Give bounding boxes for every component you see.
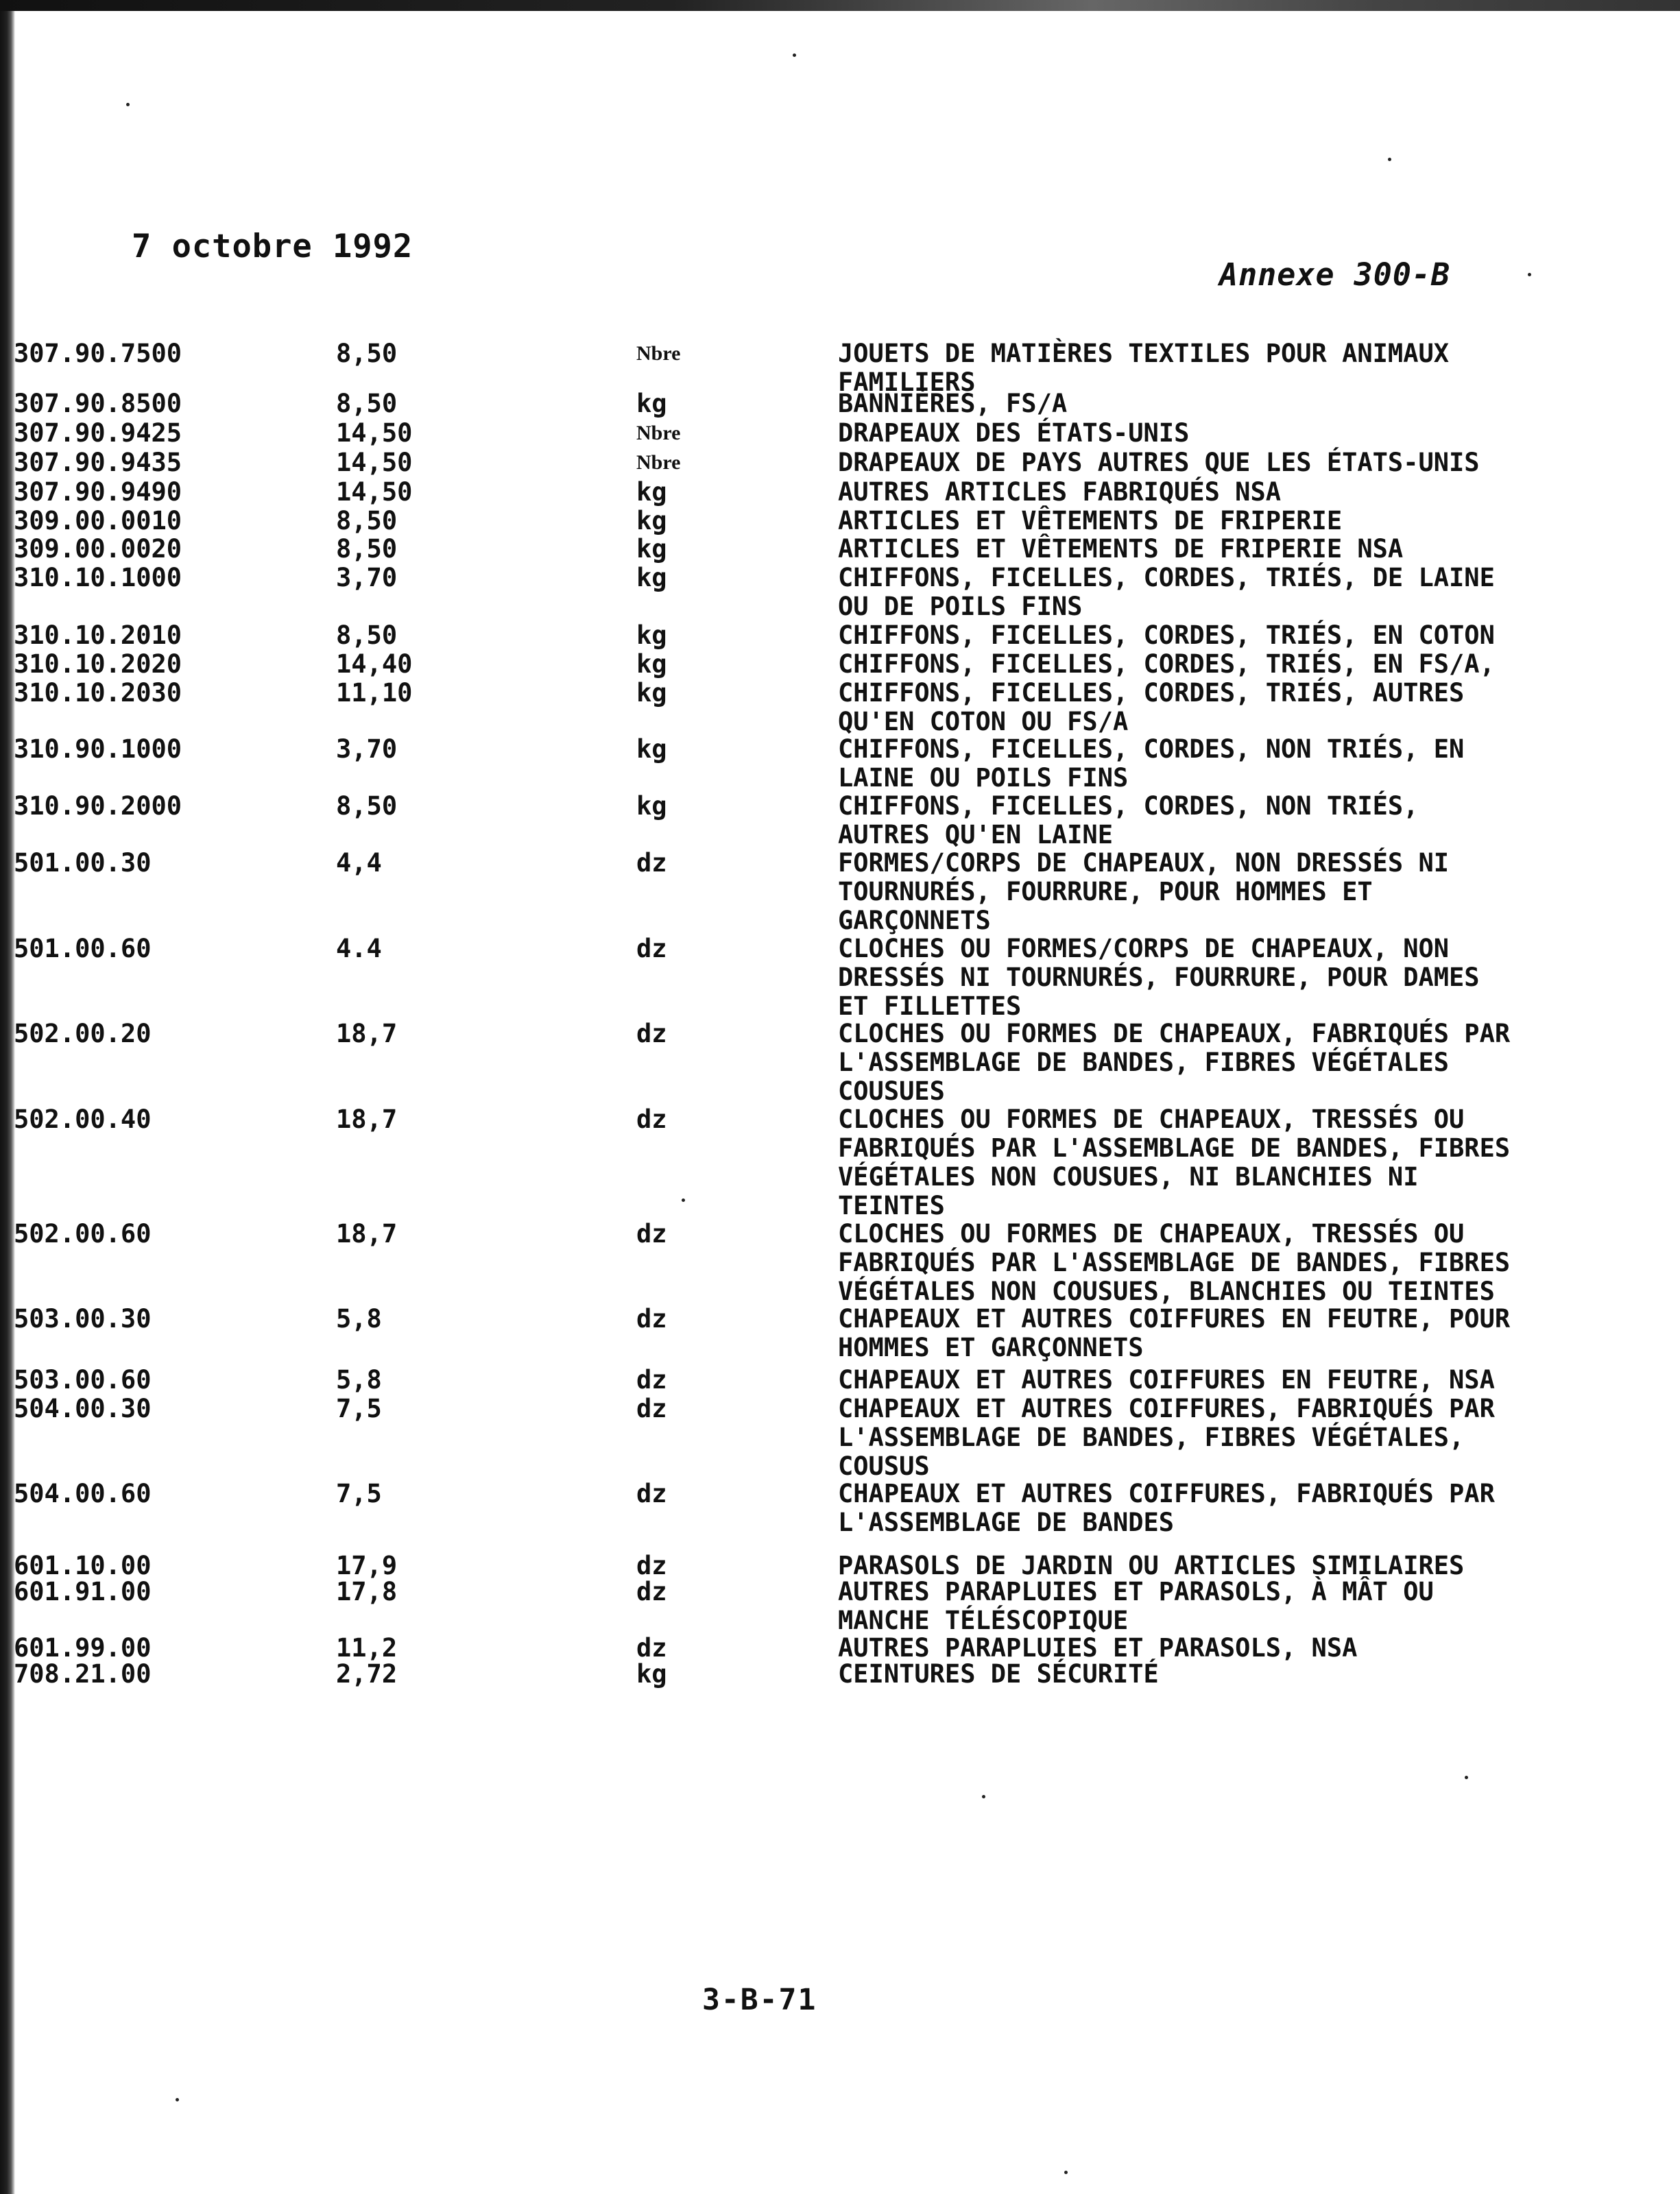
unit-of-measure: Nbre — [636, 422, 681, 444]
duty-rate: 17,8 — [336, 1577, 398, 1606]
document-date: 7 octobre 1992 — [132, 228, 413, 265]
tariff-code: 310.10.2010 — [14, 620, 182, 650]
tariff-code: 310.90.1000 — [14, 734, 182, 764]
goods-description: CHIFFONS, FICELLES, CORDES, NON TRIÉS, AUTRES QU'EN LAINE — [838, 791, 1419, 849]
unit-of-measure: kg — [636, 649, 667, 679]
duty-rate: 8,50 — [336, 791, 398, 821]
goods-description: CHAPEAUX ET AUTRES COIFFURES, FABRIQUÉS PAR L'ASSEMBLAGE DE BANDES, FIBRES VÉGÉTALES, COUSUS — [838, 1394, 1495, 1481]
unit-of-measure: dz — [636, 1479, 667, 1508]
goods-description: DRAPEAUX DES ÉTATS-UNIS — [838, 418, 1190, 448]
unit-of-measure: kg — [636, 534, 667, 564]
tariff-code: 601.10.00 — [14, 1551, 152, 1580]
unit-of-measure: Nbre — [636, 342, 681, 365]
goods-description: CHAPEAUX ET AUTRES COIFFURES EN FEUTRE, NSA — [838, 1365, 1495, 1395]
tariff-code: 503.00.30 — [14, 1304, 152, 1334]
duty-rate: 8,50 — [336, 506, 398, 535]
goods-description: CHIFFONS, FICELLES, CORDES, TRIÉS, AUTRES QU'EN COTON OU FS/A — [838, 678, 1465, 736]
scan-edge-left — [0, 0, 15, 2194]
tariff-code: 310.10.2020 — [14, 649, 182, 679]
goods-description: CLOCHES OU FORMES DE CHAPEAUX, TRESSÉS OU FABRIQUÉS PAR L'ASSEMBLAGE DE BANDES, FIBRES VÉGÉTALES NON COUSUES, BLANCHIES OU TEINTES — [838, 1219, 1511, 1306]
tariff-code: 307.90.7500 — [14, 339, 182, 368]
tariff-code: 307.90.9425 — [14, 418, 182, 448]
duty-rate: 7,5 — [336, 1479, 382, 1508]
goods-description: CLOCHES OU FORMES DE CHAPEAUX, TRESSÉS OU FABRIQUÉS PAR L'ASSEMBLAGE DE BANDES, FIBRES VÉGÉTALES NON COUSUES, NI BLANCHIES NI TEINTES — [838, 1105, 1511, 1220]
tariff-code: 307.90.9435 — [14, 448, 182, 477]
duty-rate: 14,50 — [336, 448, 413, 477]
tariff-code: 501.00.60 — [14, 934, 152, 963]
duty-rate: 18,7 — [336, 1219, 398, 1249]
goods-description: CHAPEAUX ET AUTRES COIFFURES EN FEUTRE, POUR HOMMES ET GARÇONNETS — [838, 1304, 1511, 1362]
duty-rate: 5,8 — [336, 1304, 382, 1334]
scan-speck — [1388, 158, 1391, 161]
duty-rate: 2,72 — [336, 1659, 398, 1689]
goods-description: ARTICLES ET VÊTEMENTS DE FRIPERIE NSA — [838, 534, 1404, 564]
unit-of-measure: dz — [636, 848, 667, 878]
duty-rate: 5,8 — [336, 1365, 382, 1395]
goods-description: AUTRES PARAPLUIES ET PARASOLS, À MÂT OU MANCHE TÉLÉSCOPIQUE — [838, 1577, 1434, 1635]
goods-description: CHIFFONS, FICELLES, CORDES, TRIÉS, DE LAINE OU DE POILS FINS — [838, 563, 1495, 621]
duty-rate: 18,7 — [336, 1105, 398, 1134]
duty-rate: 3,70 — [336, 734, 398, 764]
tariff-code: 310.90.2000 — [14, 791, 182, 821]
duty-rate: 8,50 — [336, 339, 398, 368]
scan-edge-top — [0, 0, 1680, 11]
unit-of-measure: kg — [636, 1659, 667, 1689]
duty-rate: 4.4 — [336, 934, 382, 963]
unit-of-measure: dz — [636, 1394, 667, 1423]
unit-of-measure: kg — [636, 477, 667, 507]
duty-rate: 14,40 — [336, 649, 413, 679]
unit-of-measure: dz — [636, 934, 667, 963]
goods-description: AUTRES ARTICLES FABRIQUÉS NSA — [838, 477, 1282, 507]
goods-description: DRAPEAUX DE PAYS AUTRES QUE LES ÉTATS-UNIS — [838, 448, 1480, 477]
goods-description: CHAPEAUX ET AUTRES COIFFURES, FABRIQUÉS PAR L'ASSEMBLAGE DE BANDES — [838, 1479, 1495, 1537]
scan-speck — [176, 2098, 179, 2101]
duty-rate: 3,70 — [336, 563, 398, 592]
annex-title: Annexe 300-B — [1219, 256, 1451, 293]
unit-of-measure: kg — [636, 791, 667, 821]
tariff-code: 502.00.60 — [14, 1219, 152, 1249]
goods-description: CHIFFONS, FICELLES, CORDES, TRIÉS, EN COTON — [838, 620, 1495, 650]
goods-description: ARTICLES ET VÊTEMENTS DE FRIPERIE — [838, 506, 1343, 535]
tariff-code: 310.10.2030 — [14, 678, 182, 708]
tariff-code: 708.21.00 — [14, 1659, 152, 1689]
goods-description: FORMES/CORPS DE CHAPEAUX, NON DRESSÉS NI TOURNURÉS, FOURRURE, POUR HOMMES ET GARÇONNETS — [838, 848, 1450, 935]
scan-speck — [126, 103, 130, 106]
goods-description: CEINTURES DE SÉCURITÉ — [838, 1659, 1159, 1689]
scan-speck — [793, 53, 796, 57]
goods-description: CHIFFONS, FICELLES, CORDES, NON TRIÉS, EN LAINE OU POILS FINS — [838, 734, 1465, 793]
page-number: 3-B-71 — [702, 1983, 817, 2017]
goods-description: CHIFFONS, FICELLES, CORDES, TRIÉS, EN FS/A, — [838, 649, 1495, 679]
tariff-code: 307.90.9490 — [14, 477, 182, 507]
tariff-code: 504.00.30 — [14, 1394, 152, 1423]
duty-rate: 11,10 — [336, 678, 413, 708]
unit-of-measure: dz — [636, 1304, 667, 1334]
unit-of-measure: dz — [636, 1551, 667, 1580]
goods-description: PARASOLS DE JARDIN OU ARTICLES SIMILAIRES — [838, 1551, 1465, 1580]
scan-speck — [1064, 2171, 1068, 2174]
unit-of-measure: dz — [636, 1105, 667, 1134]
duty-rate: 8,50 — [336, 620, 398, 650]
duty-rate: 11,2 — [336, 1633, 398, 1663]
goods-description: BANNIÈRES, FS/A — [838, 389, 1068, 418]
scan-speck — [682, 1198, 685, 1202]
goods-description: CLOCHES OU FORMES/CORPS DE CHAPEAUX, NON DRESSÉS NI TOURNURÉS, FOURRURE, POUR DAMES ET FILLETTES — [838, 934, 1480, 1021]
duty-rate: 14,50 — [336, 477, 413, 507]
tariff-code: 309.00.0010 — [14, 506, 182, 535]
tariff-code: 307.90.8500 — [14, 389, 182, 418]
tariff-code: 503.00.60 — [14, 1365, 152, 1395]
duty-rate: 8,50 — [336, 534, 398, 564]
unit-of-measure: kg — [636, 678, 667, 708]
unit-of-measure: dz — [636, 1219, 667, 1249]
scan-speck — [982, 1795, 985, 1798]
unit-of-measure: kg — [636, 620, 667, 650]
goods-description: CLOCHES OU FORMES DE CHAPEAUX, FABRIQUÉS PAR L'ASSEMBLAGE DE BANDES, FIBRES VÉGÉTALES COUSUES — [838, 1019, 1511, 1106]
tariff-code: 501.00.30 — [14, 848, 152, 878]
tariff-code: 309.00.0020 — [14, 534, 182, 564]
unit-of-measure: dz — [636, 1019, 667, 1048]
goods-description: AUTRES PARAPLUIES ET PARASOLS, NSA — [838, 1633, 1358, 1663]
goods-description: JOUETS DE MATIÈRES TEXTILES POUR ANIMAUX FAMILIERS — [838, 339, 1450, 397]
duty-rate: 17,9 — [336, 1551, 398, 1580]
tariff-code: 502.00.40 — [14, 1105, 152, 1134]
duty-rate: 8,50 — [336, 389, 398, 418]
unit-of-measure: kg — [636, 734, 667, 764]
duty-rate: 4,4 — [336, 848, 382, 878]
unit-of-measure: Nbre — [636, 451, 681, 474]
unit-of-measure: kg — [636, 563, 667, 592]
scan-speck — [1465, 1776, 1468, 1779]
unit-of-measure: dz — [636, 1633, 667, 1663]
tariff-code: 502.00.20 — [14, 1019, 152, 1048]
duty-rate: 14,50 — [336, 418, 413, 448]
unit-of-measure: kg — [636, 506, 667, 535]
tariff-code: 601.91.00 — [14, 1577, 152, 1606]
unit-of-measure: dz — [636, 1365, 667, 1395]
unit-of-measure: kg — [636, 389, 667, 418]
duty-rate: 18,7 — [336, 1019, 398, 1048]
scan-speck — [1528, 273, 1531, 276]
duty-rate: 7,5 — [336, 1394, 382, 1423]
tariff-code: 601.99.00 — [14, 1633, 152, 1663]
tariff-code: 504.00.60 — [14, 1479, 152, 1508]
unit-of-measure: dz — [636, 1577, 667, 1606]
tariff-code: 310.10.1000 — [14, 563, 182, 592]
